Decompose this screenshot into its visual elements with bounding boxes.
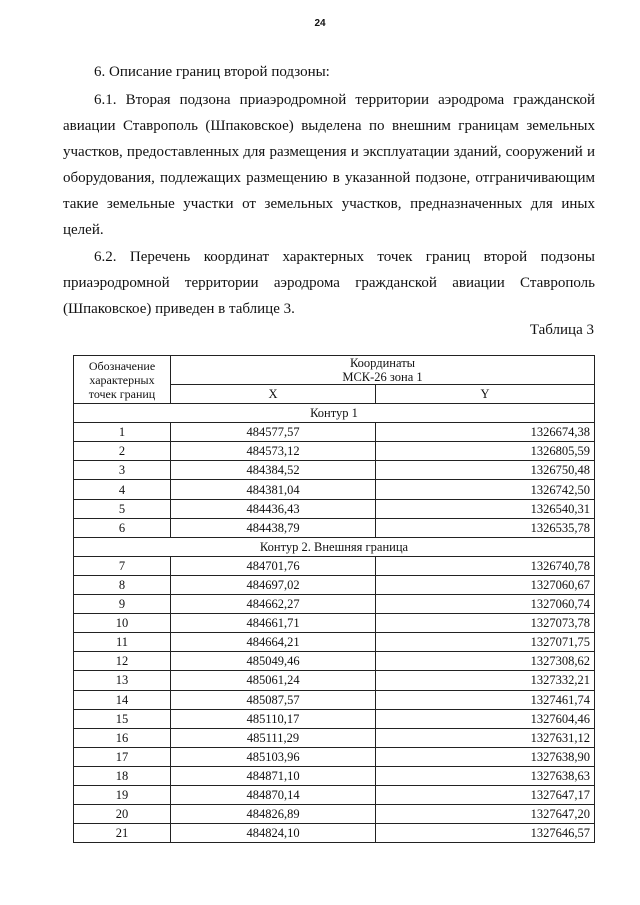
point-number: 16 bbox=[74, 728, 171, 747]
coordinate-x: 485103,96 bbox=[171, 747, 376, 766]
point-number: 6 bbox=[74, 518, 171, 537]
point-number: 2 bbox=[74, 442, 171, 461]
point-number: 13 bbox=[74, 671, 171, 690]
point-number: 10 bbox=[74, 614, 171, 633]
point-number: 21 bbox=[74, 824, 171, 843]
coordinate-x: 484826,89 bbox=[171, 805, 376, 824]
table-row bbox=[74, 633, 595, 652]
coordinate-x: 484573,12 bbox=[171, 442, 376, 461]
header-x: X bbox=[171, 385, 376, 404]
table-row bbox=[74, 518, 595, 537]
coordinate-y: 1327308,62 bbox=[376, 652, 595, 671]
coordinate-x: 484436,43 bbox=[171, 499, 376, 518]
header-points-line2: характерных bbox=[89, 372, 155, 387]
contour-title-row bbox=[74, 404, 595, 423]
header-points bbox=[74, 356, 171, 404]
table-row bbox=[74, 728, 595, 747]
point-number: 3 bbox=[74, 461, 171, 480]
point-number: 11 bbox=[74, 633, 171, 652]
table-header-row bbox=[74, 356, 595, 385]
header-points-line1: Обозначение bbox=[88, 358, 156, 373]
point-number: 4 bbox=[74, 480, 171, 499]
table-caption: Таблица 3 bbox=[529, 322, 594, 338]
coordinate-y: 1327647,17 bbox=[376, 785, 595, 804]
paragraph-6-1: 6.1. Вторая подзона приаэродромной территории аэродрома гражданской авиации Ставрополь (Шпаковское) выделена по внешним границам земельных участков, предоставленных для размещения и эксплуатации зданий, сооружений и оборудования, подлежащих размещению в указанной подзоне, отграничивающим такие земельные участки от земельных участков, предназначенных для иных целей. bbox=[63, 92, 595, 238]
coordinate-x: 484577,57 bbox=[171, 423, 376, 442]
table-row bbox=[74, 614, 595, 633]
coordinate-y: 1327332,21 bbox=[376, 671, 595, 690]
table-row bbox=[74, 690, 595, 709]
table-row bbox=[74, 824, 595, 843]
coordinate-y: 1327638,90 bbox=[376, 747, 595, 766]
point-number: 8 bbox=[74, 575, 171, 594]
table-row bbox=[74, 805, 595, 824]
coordinates-table bbox=[73, 355, 595, 843]
coordinate-y: 1326674,38 bbox=[376, 423, 595, 442]
coordinate-y: 1326535,78 bbox=[376, 518, 595, 537]
coordinate-x: 485087,57 bbox=[171, 690, 376, 709]
table-row bbox=[74, 671, 595, 690]
coordinate-y: 1326540,31 bbox=[376, 499, 595, 518]
table-row bbox=[74, 766, 595, 785]
table-row bbox=[74, 747, 595, 766]
coordinate-y: 1327060,67 bbox=[376, 575, 595, 594]
contour-title-row bbox=[74, 537, 595, 556]
coordinate-y: 1327071,75 bbox=[376, 633, 595, 652]
coordinate-y: 1327638,63 bbox=[376, 766, 595, 785]
header-points-line3: точек границ bbox=[88, 386, 156, 401]
table-row bbox=[74, 423, 595, 442]
table-row bbox=[74, 442, 595, 461]
point-number: 14 bbox=[74, 690, 171, 709]
coordinate-x: 484697,02 bbox=[171, 575, 376, 594]
coordinate-y: 1327073,78 bbox=[376, 614, 595, 633]
table-body bbox=[74, 404, 595, 843]
coordinate-x: 485111,29 bbox=[171, 728, 376, 747]
point-number: 15 bbox=[74, 709, 171, 728]
point-number: 17 bbox=[74, 747, 171, 766]
header-coordinates bbox=[171, 356, 595, 385]
coordinate-x: 484384,52 bbox=[171, 461, 376, 480]
coordinate-y: 1326805,59 bbox=[376, 442, 595, 461]
table-row bbox=[74, 556, 595, 575]
coordinate-y: 1326750,48 bbox=[376, 461, 595, 480]
contour-title: Контур 1 bbox=[74, 404, 595, 423]
coordinate-x: 484664,21 bbox=[171, 633, 376, 652]
coordinate-x: 485110,17 bbox=[171, 709, 376, 728]
table-row bbox=[74, 461, 595, 480]
coordinate-x: 484661,71 bbox=[171, 614, 376, 633]
point-number: 20 bbox=[74, 805, 171, 824]
paragraph-6-2: 6.2. Перечень координат характерных точек границ второй подзоны приаэродромной территории аэродрома гражданской авиации Ставрополь (Шпаковское) приведен в таблице 3. bbox=[63, 249, 595, 317]
point-number: 7 bbox=[74, 556, 171, 575]
contour-title: Контур 2. Внешняя граница bbox=[74, 537, 595, 556]
coordinate-x: 484438,79 bbox=[171, 518, 376, 537]
table-row bbox=[74, 709, 595, 728]
point-number: 5 bbox=[74, 499, 171, 518]
page-number: 24 bbox=[314, 18, 326, 29]
header-coords-line1: Координаты bbox=[349, 356, 416, 370]
section-title: 6. Описание границ второй подзоны: bbox=[94, 64, 330, 80]
coordinate-x: 485049,46 bbox=[171, 652, 376, 671]
coordinate-y: 1327060,74 bbox=[376, 595, 595, 614]
header-coords-line2: МСК-26 зона 1 bbox=[342, 370, 423, 384]
table-row bbox=[74, 785, 595, 804]
point-number: 18 bbox=[74, 766, 171, 785]
coordinate-y: 1327631,12 bbox=[376, 728, 595, 747]
coordinate-x: 484824,10 bbox=[171, 824, 376, 843]
coordinate-x: 485061,24 bbox=[171, 671, 376, 690]
table-row bbox=[74, 595, 595, 614]
point-number: 9 bbox=[74, 595, 171, 614]
coordinate-y: 1326742,50 bbox=[376, 480, 595, 499]
coordinate-y: 1327604,46 bbox=[376, 709, 595, 728]
coordinate-y: 1326740,78 bbox=[376, 556, 595, 575]
point-number: 1 bbox=[74, 423, 171, 442]
coordinate-x: 484871,10 bbox=[171, 766, 376, 785]
table-row bbox=[74, 575, 595, 594]
point-number: 12 bbox=[74, 652, 171, 671]
header-y: Y bbox=[376, 385, 595, 404]
coordinate-y: 1327461,74 bbox=[376, 690, 595, 709]
coordinate-y: 1327646,57 bbox=[376, 824, 595, 843]
coordinate-y: 1327647,20 bbox=[376, 805, 595, 824]
table-row bbox=[74, 480, 595, 499]
coordinate-x: 484662,27 bbox=[171, 595, 376, 614]
coordinate-x: 484381,04 bbox=[171, 480, 376, 499]
table-row bbox=[74, 652, 595, 671]
table-row bbox=[74, 499, 595, 518]
coordinate-x: 484701,76 bbox=[171, 556, 376, 575]
coordinate-x: 484870,14 bbox=[171, 785, 376, 804]
point-number: 19 bbox=[74, 785, 171, 804]
